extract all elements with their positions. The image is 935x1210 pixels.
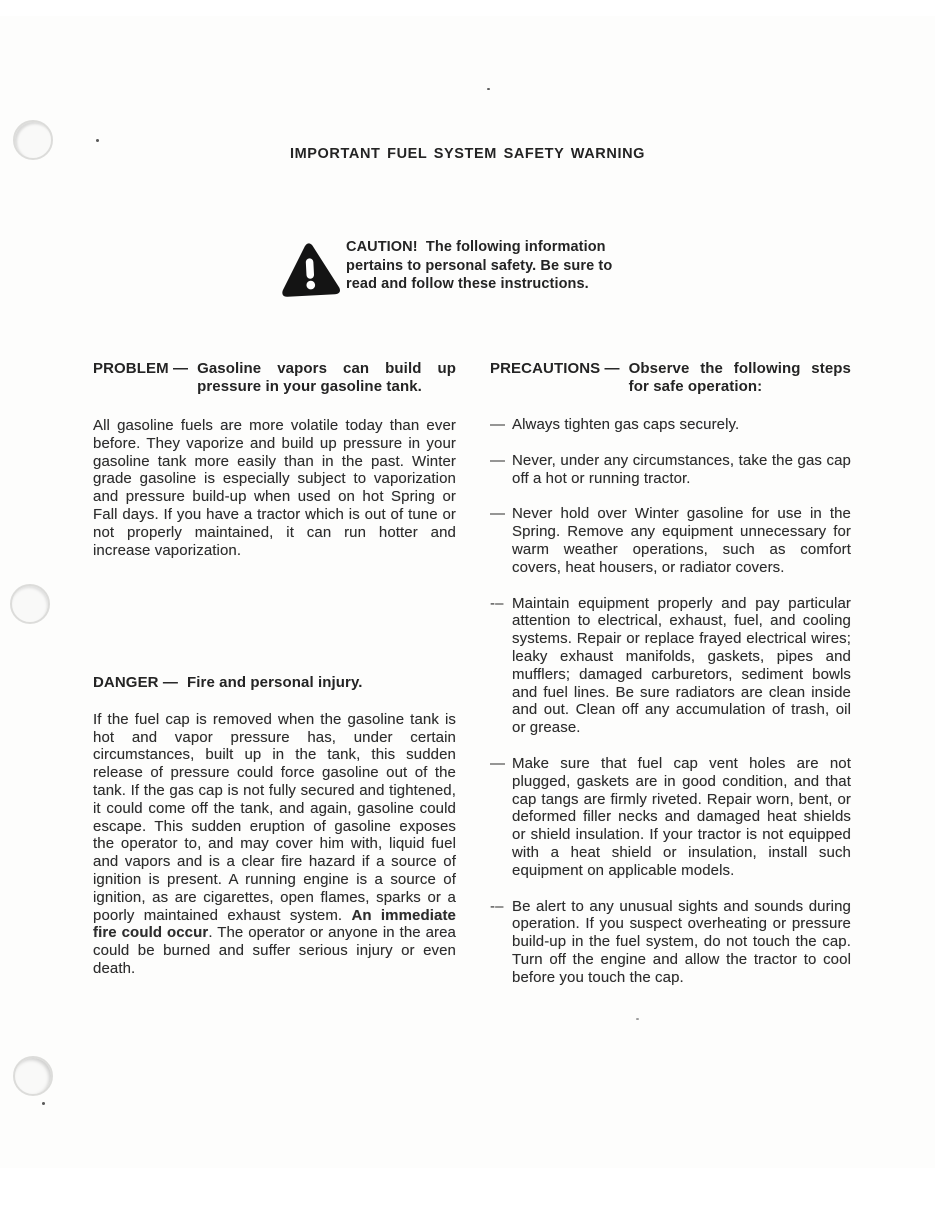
precaution-text: Maintain equipment properly and pay particular attention to electrical, exhaust, fuel, and cooling systems. Repair or replace frayed electrical wires; leaky exhaust manifolds, gaskets, pipes and mufflers; damaged carburetors, sediment bowls and fuel lines. Be sure radiators are clean inside and out. Clean off any accumulation of trash, oil or grease. — [512, 594, 851, 737]
precaution-text: Make sure that fuel cap vent holes are not plugged, gaskets are in good condition, and that cap tangs are firmly riveted. Repair worn, bent, or deformed filler necks and damaged heat shields or shield insulation. If your tractor is not equipped with a heat shield or insulation, install such equipment on applicable models. — [512, 754, 851, 879]
problem-heading — [93, 360, 456, 395]
precaution-item — [490, 898, 851, 987]
precautions-heading — [490, 360, 851, 395]
danger-label: DANGER — — [93, 674, 178, 692]
danger-body — [93, 711, 456, 978]
precaution-item — [490, 505, 851, 576]
hole-punch — [13, 1056, 53, 1096]
precaution-text: Be alert to any unusual sights and sounds during operation. If you suspect overheating or pressure build-up in the fuel system, do not touch the cap. Turn off the engine and allow the tractor to cool before you touch the cap. — [512, 897, 851, 986]
danger-body-bold-segment: An immediate fire could occur — [93, 906, 456, 942]
problem-heading-text: Gasoline vapors can build up pressure in your gasoline tank. — [197, 360, 456, 395]
caution-box — [281, 238, 661, 298]
precaution-text: Never hold over Winter gasoline for use in the Spring. Remove any equipment unnecessary for warm weather operations, such as comfort covers, heat housers, or radiator covers. — [512, 505, 851, 576]
left-column — [93, 360, 456, 978]
danger-body-segment: . The operator or anyone in the area could be burned and suffer serious injury or even death. — [93, 924, 457, 978]
precaution-text: Always tighten gas caps securely. — [512, 416, 740, 433]
precaution-text: Never, under any circumstances, take the gas cap off a hot or running tractor. — [512, 451, 851, 487]
caution-line: CAUTION! The following information — [346, 239, 606, 255]
danger-body-segment: If the fuel cap is removed when the gasoline tank is hot and vapor pressure has, under certain circumstances, built up in the tank, this sudden release of pressure could force gasoline out of the tank. If the gas cap is not fully secured and tightened, it could come off the tank, and again, gasoline could escape. This sudden eruption of gasoline exposes the operator to, and may cover him with, liquid fuel and vapors and is a clear fire hazard if a source of ignition is present. A running engine is a source of ignition, as are cigarettes, open flames, sparks or a poorly maintained exhaust system. — [93, 710, 456, 924]
precautions-label: PRECAUTIONS — — [490, 360, 620, 377]
scan-speck — [636, 1018, 639, 1020]
bullet-dash: — — [490, 451, 506, 469]
danger-heading — [93, 674, 456, 692]
precaution-item — [490, 452, 851, 488]
caution-text — [346, 238, 612, 294]
bullet-dash: -– — [490, 594, 504, 612]
caution-line: pertains to personal safety. Be sure to — [346, 257, 613, 274]
bullet-dash: — — [490, 754, 506, 772]
bullet-dash: — — [490, 505, 506, 523]
danger-heading-text: Fire and personal injury. — [186, 674, 363, 692]
warning-triangle-icon — [280, 241, 341, 300]
bullet-dash: — — [490, 416, 506, 433]
problem-label: PROBLEM — — [93, 360, 189, 377]
problem-body: All gasoline fuels are more volatile today than ever before. They vaporize and build up pressure in your gasoline tank more easily than in the past. Winter grade gasoline is especially subject to vaporization and pressure build-up when used on hot Spring or Fall days. If you have a tractor which is out of tune or not properly maintained, it can run hotter and increase vaporization. — [93, 417, 456, 559]
precautions-heading-text: Observe the following steps for safe operation: — [628, 360, 851, 395]
scan-speck — [487, 88, 490, 90]
precaution-item — [490, 595, 851, 737]
scan-speck — [96, 139, 99, 142]
caution-line: read and follow these instructions. — [346, 276, 589, 292]
precaution-item — [490, 416, 851, 434]
hole-punch — [10, 584, 50, 624]
bullet-dash: -– — [490, 897, 504, 915]
precautions-list — [490, 416, 851, 987]
precaution-item — [490, 755, 851, 880]
right-column — [490, 360, 851, 1005]
page-title: IMPORTANT FUEL SYSTEM SAFETY WARNING — [289, 146, 646, 162]
scan-speck — [42, 1102, 45, 1105]
